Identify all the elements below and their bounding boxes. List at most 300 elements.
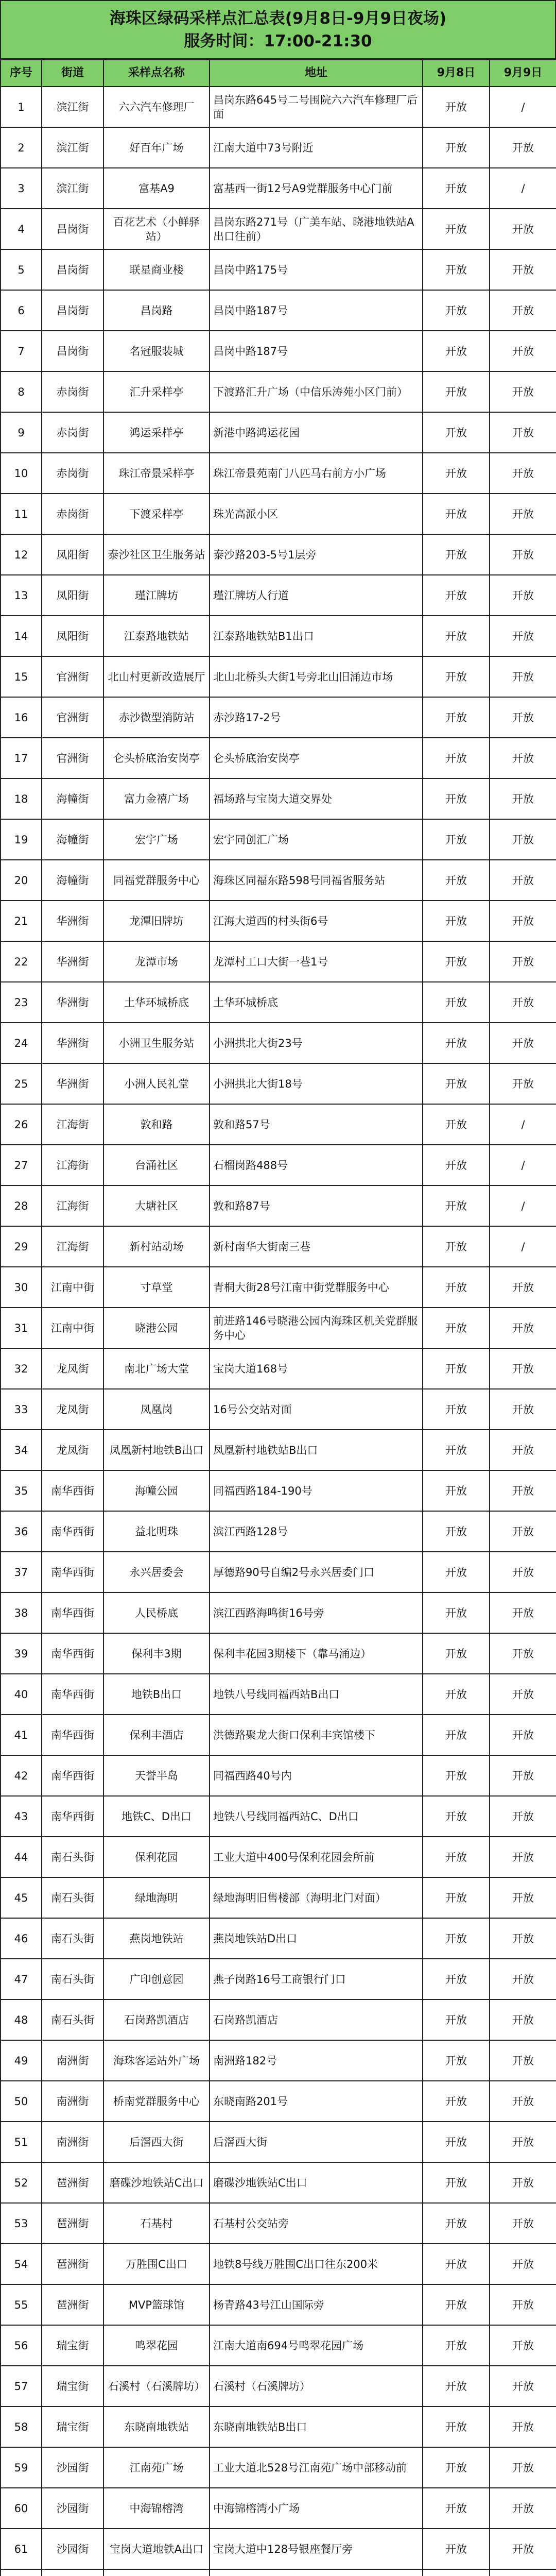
sep-8-status-cell: 开放 — [423, 656, 490, 697]
index-cell: 44 — [1, 1837, 42, 1877]
sep-8-status-cell: 开放 — [423, 1796, 490, 1837]
site-name-cell: 石基村 — [103, 2203, 210, 2244]
sep-8-status-cell: 开放 — [423, 2366, 490, 2406]
column-header-street: 街道 — [42, 60, 103, 87]
address-cell: 富基西一街12号A9党群服务中心门前 — [210, 168, 423, 209]
sep-8-status-cell: 开放 — [423, 1715, 490, 1755]
table-row — [1, 1226, 556, 1267]
sep-9-status-cell: 开放 — [490, 819, 556, 860]
sep-8-status-cell: 开放 — [423, 616, 490, 656]
address-cell: 下渡路汇升广场（中信乐涛苑小区门前） — [210, 371, 423, 412]
table-row — [1, 453, 556, 494]
sep-9-status-cell: 开放 — [490, 1389, 556, 1430]
table-row — [1, 494, 556, 534]
index-cell: 57 — [1, 2366, 42, 2406]
site-name-cell: 小洲人民礼堂 — [103, 1063, 210, 1104]
site-name-cell: 富力金禧广场 — [103, 778, 210, 819]
address-cell: 宏宇同创汇广场 — [210, 819, 423, 860]
street-cell: 南华西街 — [42, 1592, 103, 1633]
table-row — [1, 2040, 556, 2081]
site-name-cell: 汇升采样亭 — [103, 371, 210, 412]
sep-9-status-cell: 开放 — [490, 778, 556, 819]
street-cell — [42, 2569, 103, 2576]
address-cell: 磨碟沙地铁站C出口 — [210, 2162, 423, 2203]
sep-8-status-cell: 开放 — [423, 697, 490, 738]
street-cell: 龙凤街 — [42, 1348, 103, 1389]
sep-8-status-cell: 开放 — [423, 941, 490, 982]
address-cell: 北山北桥头大街1号旁北山旧涌边市场 — [210, 656, 423, 697]
index-cell: 34 — [1, 1430, 42, 1470]
sep-9-status-cell: / — [490, 1226, 556, 1267]
address-cell: 保利丰花园3期楼下（靠马涌边） — [210, 1633, 423, 1674]
site-name-cell: 保利丰酒店 — [103, 1715, 210, 1755]
sep-8-status-cell: 开放 — [423, 1145, 490, 1185]
index-cell — [1, 2569, 42, 2576]
sep-9-status-cell: 开放 — [490, 1592, 556, 1633]
table-row — [1, 697, 556, 738]
index-cell: 1 — [1, 87, 42, 127]
sep-9-status-cell: 开放 — [490, 941, 556, 982]
address-cell: 宝岗大道168号 — [210, 1348, 423, 1389]
index-cell: 31 — [1, 1308, 42, 1348]
table-row — [1, 1755, 556, 1796]
index-cell: 27 — [1, 1145, 42, 1185]
street-cell: 江南中街 — [42, 1308, 103, 1348]
sep-8-status-cell: 开放 — [423, 453, 490, 494]
sep-8-status-cell: 开放 — [423, 494, 490, 534]
street-cell: 滨江街 — [42, 168, 103, 209]
table-row — [1, 2406, 556, 2447]
sep-8-status-cell: 开放 — [423, 249, 490, 290]
table-row — [1, 1796, 556, 1837]
address-cell: 珠光高派小区 — [210, 494, 423, 534]
site-name-cell: 磨碟沙地铁站C出口 — [103, 2162, 210, 2203]
site-name-cell: 六六汽车修理厂 — [103, 87, 210, 127]
address-cell: 敦和路57号 — [210, 1104, 423, 1145]
table-row — [1, 2162, 556, 2203]
street-cell: 官洲街 — [42, 697, 103, 738]
sep-9-status-cell: 开放 — [490, 2325, 556, 2366]
sep-8-status-cell: 开放 — [423, 860, 490, 901]
index-cell: 39 — [1, 1633, 42, 1674]
sep-8-status-cell: 开放 — [423, 1959, 490, 1999]
sep-9-status-cell: 开放 — [490, 209, 556, 249]
site-name-cell: 好百年广场 — [103, 127, 210, 168]
sep-9-status-cell: 开放 — [490, 453, 556, 494]
table-row — [1, 1592, 556, 1633]
site-name-cell: 凤凰新村地铁B出口 — [103, 1430, 210, 1470]
sep-9-status-cell: 开放 — [490, 290, 556, 331]
site-name-cell: 保利丰3期 — [103, 1633, 210, 1674]
index-cell: 24 — [1, 1023, 42, 1063]
sep-9-status-cell: 开放 — [490, 616, 556, 656]
table-row — [1, 2244, 556, 2284]
street-cell: 南华西街 — [42, 1674, 103, 1715]
site-name-cell: MVP篮球馆 — [103, 2284, 210, 2325]
sep-9-status-cell: 开放 — [490, 1796, 556, 1837]
sep-9-status-cell: 开放 — [490, 1267, 556, 1308]
sep-8-status-cell: 开放 — [423, 412, 490, 453]
sep-9-status-cell: 开放 — [490, 1552, 556, 1592]
street-cell: 滨江街 — [42, 127, 103, 168]
sep-8-status-cell: 开放 — [423, 1348, 490, 1389]
address-cell: 青桐大街28号江南中街党群服务中心 — [210, 1267, 423, 1308]
column-header-address: 地址 — [210, 60, 423, 87]
table-row — [1, 412, 556, 453]
table-row — [1, 2529, 556, 2569]
site-name-cell: 龙潭旧牌坊 — [103, 901, 210, 941]
street-cell: 赤岗街 — [42, 412, 103, 453]
street-cell: 华洲街 — [42, 901, 103, 941]
site-name-cell: 保利花园 — [103, 1837, 210, 1877]
street-cell: 昌岗街 — [42, 331, 103, 371]
sep-8-status-cell: 开放 — [423, 2244, 490, 2284]
site-name-cell: 江泰路地铁站 — [103, 616, 210, 656]
index-cell: 51 — [1, 2122, 42, 2162]
sep-9-status-cell: 开放 — [490, 249, 556, 290]
sep-8-status-cell: 开放 — [423, 1389, 490, 1430]
site-name-cell: 联星商业楼 — [103, 249, 210, 290]
site-name-cell: 同福党群服务中心 — [103, 860, 210, 901]
site-name-cell — [103, 2569, 210, 2576]
sep-9-status-cell: 开放 — [490, 575, 556, 616]
address-cell: 中海锦榕湾小广场 — [210, 2488, 423, 2529]
index-cell: 40 — [1, 1674, 42, 1715]
address-cell: 凤凰新村地铁站B出口 — [210, 1430, 423, 1470]
index-cell: 21 — [1, 901, 42, 941]
street-cell: 凤阳街 — [42, 575, 103, 616]
table-row — [1, 2081, 556, 2122]
site-name-cell: 后滘西大街 — [103, 2122, 210, 2162]
address-cell: 海珠区同福东路598号同福省服务站 — [210, 860, 423, 901]
sep-8-status-cell: 开放 — [423, 575, 490, 616]
column-header-sep-8: 9月8日 — [423, 60, 490, 87]
sep-8-status-cell: 开放 — [423, 87, 490, 127]
table-row — [1, 982, 556, 1023]
site-name-cell: 海幢公园 — [103, 1470, 210, 1511]
sep-8-status-cell: 开放 — [423, 2488, 490, 2529]
sep-8-status-cell: 开放 — [423, 738, 490, 778]
site-name-cell: 土华环城桥底 — [103, 982, 210, 1023]
index-cell: 33 — [1, 1389, 42, 1430]
table-row — [1, 1185, 556, 1226]
sep-8-status-cell: 开放 — [423, 1633, 490, 1674]
street-cell: 江南中街 — [42, 1267, 103, 1308]
index-cell: 23 — [1, 982, 42, 1023]
index-cell: 2 — [1, 127, 42, 168]
street-cell: 江海街 — [42, 1104, 103, 1145]
address-cell: 福场路与宝岗大道交界处 — [210, 778, 423, 819]
street-cell: 南洲街 — [42, 2081, 103, 2122]
address-cell: 小洲拱北大街18号 — [210, 1063, 423, 1104]
address-cell: 后滘西大街 — [210, 2122, 423, 2162]
street-cell: 赤岗街 — [42, 371, 103, 412]
table-row — [1, 331, 556, 371]
address-cell: 燕子岗路16号工商银行门口 — [210, 1959, 423, 1999]
sep-9-status-cell: 开放 — [490, 2366, 556, 2406]
sep-9-status-cell: 开放 — [490, 1470, 556, 1511]
site-name-cell: 瑾江牌坊 — [103, 575, 210, 616]
address-cell: 泰沙路203-5号1层旁 — [210, 534, 423, 575]
sep-9-status-cell: 开放 — [490, 1877, 556, 1918]
address-cell: 江海大道西的村头街6号 — [210, 901, 423, 941]
site-name-cell: 南北广场大堂 — [103, 1348, 210, 1389]
address-cell: 昌岗东路645号二号围院六六汽车修理厂后面 — [210, 87, 423, 127]
street-cell: 南石头街 — [42, 1877, 103, 1918]
sep-8-status-cell: 开放 — [423, 209, 490, 249]
street-cell: 官洲街 — [42, 738, 103, 778]
site-name-cell: 新村站动场 — [103, 1226, 210, 1267]
site-name-cell: 仑头桥底治安岗亭 — [103, 738, 210, 778]
sep-8-status-cell: 开放 — [423, 2406, 490, 2447]
table-row — [1, 2284, 556, 2325]
address-cell: 东晓南路201号 — [210, 2081, 423, 2122]
index-cell: 32 — [1, 1348, 42, 1389]
sep-8-status-cell: 开放 — [423, 168, 490, 209]
site-name-cell: 寸草堂 — [103, 1267, 210, 1308]
site-name-cell: 敦和路 — [103, 1104, 210, 1145]
index-cell: 7 — [1, 331, 42, 371]
table-header-row — [1, 60, 556, 87]
street-cell: 江海街 — [42, 1185, 103, 1226]
address-cell: 宝岗大道中128号银座餐厅旁 — [210, 2529, 423, 2569]
sep-8-status-cell: 开放 — [423, 1674, 490, 1715]
index-cell: 50 — [1, 2081, 42, 2122]
sep-9-status-cell: 开放 — [490, 127, 556, 168]
sep-8-status-cell: 开放 — [423, 819, 490, 860]
street-cell: 南石头街 — [42, 1999, 103, 2040]
index-cell: 19 — [1, 819, 42, 860]
address-cell: 石岗路凯酒店 — [210, 1999, 423, 2040]
sep-9-status-cell: 开放 — [490, 1918, 556, 1959]
table-row — [1, 1023, 556, 1063]
street-cell: 南华西街 — [42, 1755, 103, 1796]
sep-9-status-cell: 开放 — [490, 1063, 556, 1104]
column-header-index: 序号 — [1, 60, 42, 87]
index-cell: 36 — [1, 1511, 42, 1552]
index-cell: 55 — [1, 2284, 42, 2325]
sep-8-status-cell: 开放 — [423, 982, 490, 1023]
sep-9-status-cell: 开放 — [490, 331, 556, 371]
table-row — [1, 1552, 556, 1592]
sep-8-status-cell: 开放 — [423, 2122, 490, 2162]
street-cell: 瑞宝街 — [42, 2325, 103, 2366]
index-cell: 8 — [1, 371, 42, 412]
street-cell: 南石头街 — [42, 1959, 103, 1999]
table-row — [1, 1918, 556, 1959]
street-cell: 江海街 — [42, 1226, 103, 1267]
index-cell: 30 — [1, 1267, 42, 1308]
table-row — [1, 290, 556, 331]
site-name-cell: 名冠服装城 — [103, 331, 210, 371]
sep-8-status-cell: 开放 — [423, 1104, 490, 1145]
address-cell: 前进路146号晓港公园内海珠区机关党群服务中心 — [210, 1308, 423, 1348]
address-cell: 16号公交站对面 — [210, 1389, 423, 1430]
street-cell: 南洲街 — [42, 2122, 103, 2162]
sep-9-status-cell: 开放 — [490, 371, 556, 412]
address-cell: 昌岗中路175号 — [210, 249, 423, 290]
table-row — [1, 860, 556, 901]
sep-8-status-cell: 开放 — [423, 127, 490, 168]
sep-8-status-cell: 开放 — [423, 1267, 490, 1308]
index-cell: 38 — [1, 1592, 42, 1633]
table-row — [1, 1063, 556, 1104]
site-name-cell: 广印创意园 — [103, 1959, 210, 1999]
sep-8-status-cell — [423, 2569, 490, 2576]
table-row — [1, 2366, 556, 2406]
street-cell: 南华西街 — [42, 1470, 103, 1511]
site-name-cell: 人民桥底 — [103, 1592, 210, 1633]
index-cell: 15 — [1, 656, 42, 697]
street-cell: 琶洲街 — [42, 2162, 103, 2203]
street-cell: 华洲街 — [42, 1023, 103, 1063]
street-cell: 南华西街 — [42, 1633, 103, 1674]
table-row — [1, 168, 556, 209]
address-cell: 燕岗地铁站D出口 — [210, 1918, 423, 1959]
site-name-cell: 珠江帝景采样亭 — [103, 453, 210, 494]
site-name-cell: 鸣翠花园 — [103, 2325, 210, 2366]
street-cell: 官洲街 — [42, 656, 103, 697]
sep-8-status-cell: 开放 — [423, 901, 490, 941]
site-name-cell: 晓港公园 — [103, 1308, 210, 1348]
sep-9-status-cell: 开放 — [490, 2040, 556, 2081]
sep-8-status-cell: 开放 — [423, 2040, 490, 2081]
street-cell: 南华西街 — [42, 1796, 103, 1837]
sep-9-status-cell: 开放 — [490, 2529, 556, 2569]
address-cell: 龙潭村工口大街一巷1号 — [210, 941, 423, 982]
sep-9-status-cell: 开放 — [490, 697, 556, 738]
index-cell: 47 — [1, 1959, 42, 1999]
index-cell: 42 — [1, 1755, 42, 1796]
sep-9-status-cell: 开放 — [490, 1348, 556, 1389]
address-cell: 洪德路聚龙大街口保利丰宾馆楼下 — [210, 1715, 423, 1755]
street-cell: 华洲街 — [42, 1063, 103, 1104]
table-row — [1, 2325, 556, 2366]
sep-9-status-cell: 开放 — [490, 1308, 556, 1348]
table-row — [1, 2447, 556, 2488]
sep-9-status-cell: 开放 — [490, 412, 556, 453]
sep-8-status-cell: 开放 — [423, 2162, 490, 2203]
site-name-cell: 小洲卫生服务站 — [103, 1023, 210, 1063]
site-name-cell: 石岗路凯酒店 — [103, 1999, 210, 2040]
table-row — [1, 2203, 556, 2244]
sep-9-status-cell: 开放 — [490, 1837, 556, 1877]
sep-9-status-cell: 开放 — [490, 2406, 556, 2447]
address-cell: 江南大道中73号附近 — [210, 127, 423, 168]
site-name-cell: 富基A9 — [103, 168, 210, 209]
site-name-cell: 天誉半岛 — [103, 1755, 210, 1796]
site-name-cell: 泰沙社区卫生服务站 — [103, 534, 210, 575]
index-cell: 20 — [1, 860, 42, 901]
sep-9-status-cell: / — [490, 1104, 556, 1145]
sep-9-status-cell: 开放 — [490, 2122, 556, 2162]
sep-9-status-cell: 开放 — [490, 2081, 556, 2122]
sep-8-status-cell: 开放 — [423, 1552, 490, 1592]
index-cell: 25 — [1, 1063, 42, 1104]
sep-8-status-cell: 开放 — [423, 371, 490, 412]
address-cell: 工业大道中400号保利花园会所前 — [210, 1837, 423, 1877]
sep-8-status-cell: 开放 — [423, 1918, 490, 1959]
sep-9-status-cell: 开放 — [490, 1633, 556, 1674]
index-cell: 22 — [1, 941, 42, 982]
site-name-cell: 北山村更新改造展厅 — [103, 656, 210, 697]
street-cell: 昌岗街 — [42, 249, 103, 290]
site-name-cell: 江南苑广场 — [103, 2447, 210, 2488]
index-cell: 56 — [1, 2325, 42, 2366]
street-cell: 琶洲街 — [42, 2203, 103, 2244]
index-cell: 18 — [1, 778, 42, 819]
site-name-cell: 龙潭市场 — [103, 941, 210, 982]
sep-9-status-cell: 开放 — [490, 901, 556, 941]
address-cell: 同福西路184-190号 — [210, 1470, 423, 1511]
table-row — [1, 1959, 556, 1999]
address-cell: 珠江帝景苑南门八匹马右前方小广场 — [210, 453, 423, 494]
street-cell: 凤阳街 — [42, 534, 103, 575]
sep-8-status-cell: 开放 — [423, 2203, 490, 2244]
table-row — [1, 1104, 556, 1145]
sep-9-status-cell: 开放 — [490, 494, 556, 534]
address-cell: 地铁八号线同福西站C、D出口 — [210, 1796, 423, 1837]
street-cell: 龙凤街 — [42, 1389, 103, 1430]
table-row — [1, 738, 556, 778]
site-name-cell: 大塘社区 — [103, 1185, 210, 1226]
address-cell: 厚德路90号自编2号永兴居委门口 — [210, 1552, 423, 1592]
address-cell: 石基村公交站旁 — [210, 2203, 423, 2244]
sep-9-status-cell: 开放 — [490, 738, 556, 778]
site-name-cell: 宏宇广场 — [103, 819, 210, 860]
index-cell: 41 — [1, 1715, 42, 1755]
sep-8-status-cell: 开放 — [423, 1470, 490, 1511]
sep-8-status-cell: 开放 — [423, 1430, 490, 1470]
index-cell: 5 — [1, 249, 42, 290]
address-cell: 新港中路鸿运花园 — [210, 412, 423, 453]
site-name-cell: 绿地海明 — [103, 1877, 210, 1918]
table-row — [1, 1633, 556, 1674]
sep-9-status-cell: 开放 — [490, 2488, 556, 2529]
street-cell: 江海街 — [42, 1145, 103, 1185]
sep-8-status-cell: 开放 — [423, 1877, 490, 1918]
sep-8-status-cell: 开放 — [423, 1837, 490, 1877]
table-row — [1, 127, 556, 168]
sep-9-status-cell: 开放 — [490, 2162, 556, 2203]
address-cell: 江南大道南694号鸣翠花园广场 — [210, 2325, 423, 2366]
sheet-title-service-time: 服务时间：17:00-21:30 — [184, 31, 372, 50]
table-row — [1, 1999, 556, 2040]
index-cell: 9 — [1, 412, 42, 453]
sep-9-status-cell: 开放 — [490, 2284, 556, 2325]
address-cell: 江泰路地铁站B1出口 — [210, 616, 423, 656]
sep-9-status-cell: 开放 — [490, 2447, 556, 2488]
column-header-site-name: 采样点名称 — [103, 60, 210, 87]
sep-9-status-cell: / — [490, 168, 556, 209]
table-row — [1, 1348, 556, 1389]
index-cell: 11 — [1, 494, 42, 534]
index-cell: 28 — [1, 1185, 42, 1226]
site-name-cell: 燕岗地铁站 — [103, 1918, 210, 1959]
street-cell: 琶洲街 — [42, 2244, 103, 2284]
index-cell: 3 — [1, 168, 42, 209]
index-cell: 12 — [1, 534, 42, 575]
sep-8-status-cell: 开放 — [423, 2325, 490, 2366]
street-cell: 瑞宝街 — [42, 2406, 103, 2447]
address-cell: 绿地海明旧售楼部（海明北门对面） — [210, 1877, 423, 1918]
sep-8-status-cell: 开放 — [423, 1755, 490, 1796]
site-name-cell: 中海锦榕湾 — [103, 2488, 210, 2529]
table-row — [1, 575, 556, 616]
index-cell: 45 — [1, 1877, 42, 1918]
sampling-points-table — [0, 59, 556, 2576]
table-row — [1, 1430, 556, 1470]
